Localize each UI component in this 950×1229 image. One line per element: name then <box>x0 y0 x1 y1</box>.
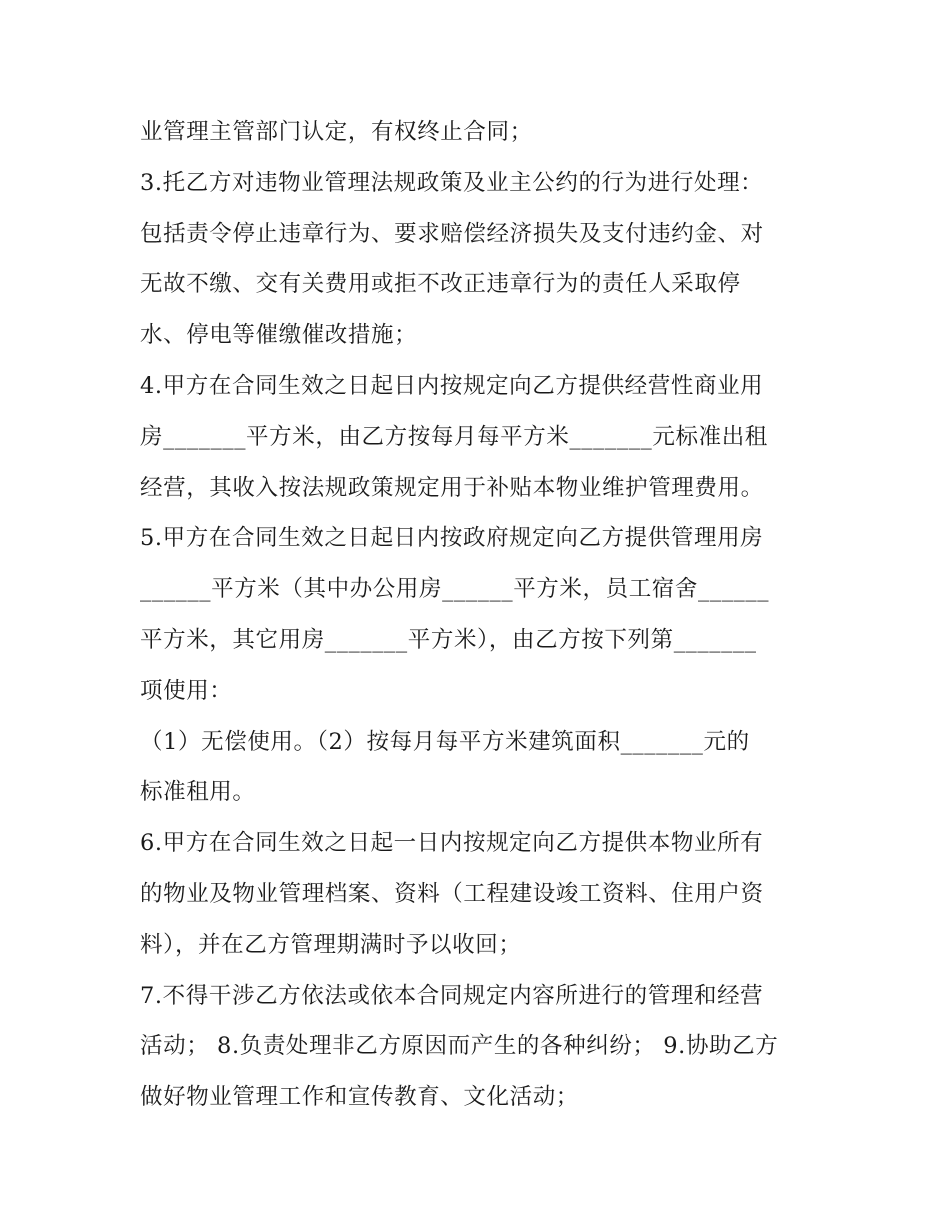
text-line: 水、停电等催缴催改措施； <box>140 322 418 349</box>
text-line: ______平方米（其中办公用房______平方米，员工宿舍______ <box>140 576 770 603</box>
text-line: 业管理主管部门认定，有权终止合同； <box>140 119 533 145</box>
text-line: 4.甲方在合同生效之日起日内按规定向乙方提供经营性商业用 <box>140 372 764 399</box>
text-line: （1）无偿使用。（2）按每月每平方米建筑面积_______元的 <box>140 728 750 755</box>
text-line: 包括责令停止违章行为、要求赔偿经济损失及支付违约金、对 <box>140 220 764 247</box>
document-body <box>140 107 820 1123</box>
text-line: 5.甲方在合同生效之日起日内按政府规定向乙方提供管理用房 <box>140 525 764 552</box>
text-line: 标准租用。 <box>140 779 256 806</box>
text-line: 经营，其收入按法规政策规定用于补贴本物业维护管理费用。 <box>140 474 764 501</box>
text-line: 房_______平方米，由乙方按每月每平方米_______元标准出租 <box>140 423 768 450</box>
text-line: 的物业及物业管理档案、资料（工程建设竣工资料、住用户资 <box>140 880 764 907</box>
text-line: 3.托乙方对违物业管理法规政策及业主公约的行为进行处理： <box>140 169 764 196</box>
text-line: 项使用： <box>140 677 233 704</box>
text-line: 料），并在乙方管理期满时予以收回； <box>140 931 522 958</box>
text-line: 6.甲方在合同生效之日起一日内按规定向乙方提供本物业所有 <box>140 830 764 857</box>
text-line: 平方米，其它用房_______平方米），由乙方按下列第_______ <box>140 626 757 653</box>
text-line: 做好物业管理工作和宣传教育、文化活动； <box>140 1084 579 1111</box>
text-line: 7.不得干涉乙方依法或依本合同规定内容所进行的管理和经营 <box>140 982 764 1009</box>
text-line: 无故不缴、交有关费用或拒不改正违章行为的责任人采取停 <box>140 271 741 298</box>
text-line: 活动； 8.负责处理非乙方原因而产生的各种纠纷； 9.协助乙方 <box>140 1033 779 1060</box>
